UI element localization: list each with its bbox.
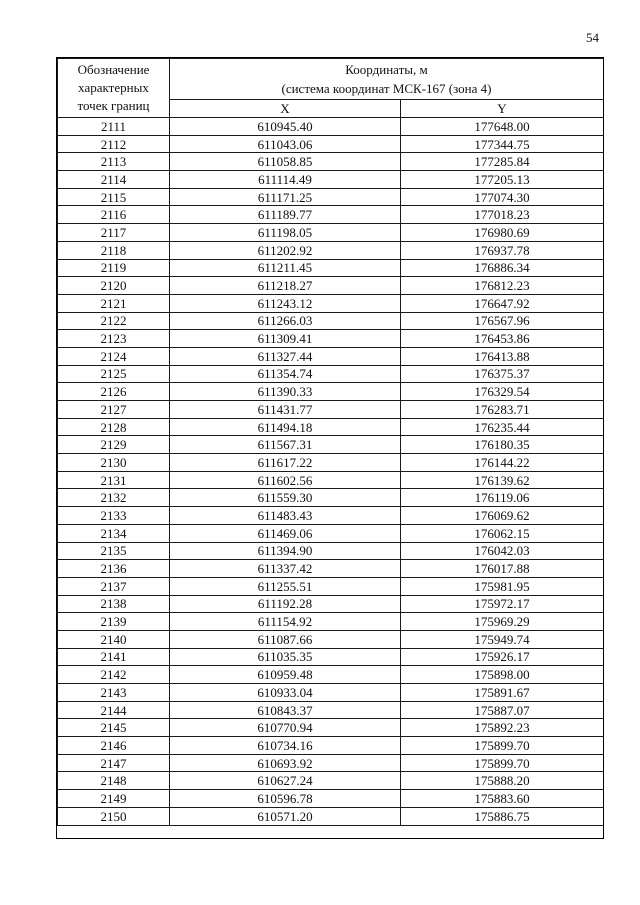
x-coordinate-cell: 611567.31 [170,436,401,454]
coordinates-title: Координаты, м [345,62,428,77]
x-coordinate-cell: 611192.28 [170,595,401,613]
y-coordinate-cell: 176413.88 [401,347,604,365]
table-row [58,365,604,383]
table-row [58,737,604,755]
page-number: 54 [586,30,599,45]
y-coordinate-cell: 177285.84 [401,153,604,171]
table-row [58,613,604,631]
point-id-cell: 2120 [58,277,170,295]
coordinates-table [57,58,604,826]
point-id-cell: 2114 [58,171,170,189]
table-body [58,118,604,826]
y-coordinate-cell: 176235.44 [401,418,604,436]
x-coordinate-cell: 610596.78 [170,790,401,808]
point-id-cell: 2111 [58,118,170,136]
y-coordinate-cell: 176069.62 [401,507,604,525]
table-row [58,418,604,436]
point-id-cell: 2127 [58,401,170,419]
y-coordinate-cell: 176980.69 [401,224,604,242]
y-coordinate-cell: 175883.60 [401,790,604,808]
x-column-header: X [170,100,401,118]
x-coordinate-cell: 610959.48 [170,666,401,684]
point-id-cell: 2115 [58,188,170,206]
y-coordinate-cell: 176062.15 [401,524,604,542]
table-row [58,560,604,578]
point-id-cell: 2148 [58,772,170,790]
x-coordinate-cell: 611218.27 [170,277,401,295]
table-row [58,489,604,507]
y-coordinate-cell: 175972.17 [401,595,604,613]
table-row [58,684,604,702]
table-row [58,171,604,189]
y-coordinate-cell: 175888.20 [401,772,604,790]
y-coordinate-cell: 175891.67 [401,684,604,702]
point-id-cell: 2137 [58,577,170,595]
coordinates-header [170,59,604,100]
point-id-header-line: Обозначение [77,62,150,77]
point-id-cell: 2142 [58,666,170,684]
table-row [58,524,604,542]
y-coordinate-cell: 175886.75 [401,807,604,825]
y-column-header: Y [401,100,604,118]
table-row [58,312,604,330]
y-coordinate-cell: 176329.54 [401,383,604,401]
x-coordinate-cell: 611617.22 [170,454,401,472]
point-id-cell: 2128 [58,418,170,436]
x-coordinate-cell: 611058.85 [170,153,401,171]
x-coordinate-cell: 610945.40 [170,118,401,136]
table-row [58,666,604,684]
table-row [58,630,604,648]
x-coordinate-cell: 611154.92 [170,613,401,631]
point-id-cell: 2134 [58,524,170,542]
x-coordinate-cell: 611198.05 [170,224,401,242]
table-row [58,383,604,401]
point-id-header-line: точек границ [77,98,150,113]
point-id-cell: 2121 [58,294,170,312]
x-coordinate-cell: 611043.06 [170,135,401,153]
x-coordinate-cell: 610571.20 [170,807,401,825]
y-coordinate-cell: 175981.95 [401,577,604,595]
x-coordinate-cell: 611559.30 [170,489,401,507]
x-coordinate-cell: 611602.56 [170,471,401,489]
point-id-cell: 2116 [58,206,170,224]
y-coordinate-cell: 176375.37 [401,365,604,383]
x-coordinate-cell: 611309.41 [170,330,401,348]
table-row [58,790,604,808]
y-coordinate-cell: 176283.71 [401,401,604,419]
x-coordinate-cell: 611087.66 [170,630,401,648]
x-coordinate-cell: 611327.44 [170,347,401,365]
point-id-cell: 2146 [58,737,170,755]
point-id-cell: 2147 [58,754,170,772]
x-coordinate-cell: 610627.24 [170,772,401,790]
table-row [58,153,604,171]
point-id-cell: 2143 [58,684,170,702]
point-id-cell: 2131 [58,471,170,489]
y-coordinate-cell: 176812.23 [401,277,604,295]
point-id-cell: 2150 [58,807,170,825]
y-coordinate-cell: 176017.88 [401,560,604,578]
x-coordinate-cell: 611483.43 [170,507,401,525]
x-coordinate-cell: 610734.16 [170,737,401,755]
point-id-cell: 2129 [58,436,170,454]
table-row [58,701,604,719]
table-row [58,436,604,454]
y-coordinate-cell: 177344.75 [401,135,604,153]
point-id-cell: 2123 [58,330,170,348]
point-id-cell: 2140 [58,630,170,648]
table-row [58,542,604,560]
y-coordinate-cell: 176042.03 [401,542,604,560]
coordinate-system: (система координат МСК-167 (зона 4) [281,81,492,96]
table-row [58,206,604,224]
x-coordinate-cell: 610933.04 [170,684,401,702]
point-id-cell: 2135 [58,542,170,560]
y-coordinate-cell: 176180.35 [401,436,604,454]
y-coordinate-cell: 176119.06 [401,489,604,507]
y-coordinate-cell: 176139.62 [401,471,604,489]
x-coordinate-cell: 611494.18 [170,418,401,436]
point-id-cell: 2117 [58,224,170,242]
point-id-cell: 2141 [58,648,170,666]
point-id-header-line: характерных [78,80,149,95]
y-coordinate-cell: 175892.23 [401,719,604,737]
point-id-cell: 2125 [58,365,170,383]
point-id-cell: 2132 [58,489,170,507]
x-coordinate-cell: 610693.92 [170,754,401,772]
table-row [58,135,604,153]
point-id-cell: 2126 [58,383,170,401]
y-coordinate-cell: 177205.13 [401,171,604,189]
point-id-cell: 2133 [58,507,170,525]
y-coordinate-cell: 175899.70 [401,737,604,755]
point-id-cell: 2118 [58,241,170,259]
y-coordinate-cell: 175898.00 [401,666,604,684]
y-coordinate-cell: 177074.30 [401,188,604,206]
point-id-cell: 2149 [58,790,170,808]
y-coordinate-cell: 175887.07 [401,701,604,719]
point-id-cell: 2119 [58,259,170,277]
x-coordinate-cell: 611171.25 [170,188,401,206]
y-coordinate-cell: 176567.96 [401,312,604,330]
x-coordinate-cell: 611243.12 [170,294,401,312]
y-coordinate-cell: 175949.74 [401,630,604,648]
table-row [58,595,604,613]
point-id-cell: 2124 [58,347,170,365]
table-row [58,188,604,206]
x-coordinate-cell: 611469.06 [170,524,401,542]
table-row [58,277,604,295]
point-id-cell: 2144 [58,701,170,719]
table-row [58,224,604,242]
x-coordinate-cell: 611114.49 [170,171,401,189]
x-coordinate-cell: 611202.92 [170,241,401,259]
x-coordinate-cell: 611390.33 [170,383,401,401]
x-coordinate-cell: 611211.45 [170,259,401,277]
x-coordinate-cell: 611431.77 [170,401,401,419]
table-row [58,259,604,277]
table-row [58,772,604,790]
x-coordinate-cell: 610770.94 [170,719,401,737]
x-coordinate-cell: 611337.42 [170,560,401,578]
y-coordinate-cell: 176144.22 [401,454,604,472]
x-coordinate-cell: 611189.77 [170,206,401,224]
x-coordinate-cell: 611354.74 [170,365,401,383]
y-coordinate-cell: 177648.00 [401,118,604,136]
table-header [58,59,604,118]
y-coordinate-cell: 176647.92 [401,294,604,312]
x-coordinate-cell: 611035.35 [170,648,401,666]
table-row [58,294,604,312]
table-row [58,719,604,737]
point-id-cell: 2139 [58,613,170,631]
point-id-cell: 2136 [58,560,170,578]
point-id-cell: 2112 [58,135,170,153]
point-id-cell: 2145 [58,719,170,737]
table-row [58,577,604,595]
point-id-cell: 2130 [58,454,170,472]
table-row [58,471,604,489]
table-row [58,241,604,259]
y-coordinate-cell: 176453.86 [401,330,604,348]
y-coordinate-cell: 176937.78 [401,241,604,259]
table-row [58,347,604,365]
table-row [58,401,604,419]
x-coordinate-cell: 611255.51 [170,577,401,595]
table-row [58,330,604,348]
point-id-cell: 2113 [58,153,170,171]
point-id-cell: 2122 [58,312,170,330]
y-coordinate-cell: 175926.17 [401,648,604,666]
y-coordinate-cell: 175969.29 [401,613,604,631]
x-coordinate-cell: 611266.03 [170,312,401,330]
y-coordinate-cell: 177018.23 [401,206,604,224]
table-row [58,454,604,472]
table-row [58,807,604,825]
x-coordinate-cell: 611394.90 [170,542,401,560]
table-row [58,648,604,666]
table-row [58,507,604,525]
x-coordinate-cell: 610843.37 [170,701,401,719]
point-id-header [58,59,170,118]
y-coordinate-cell: 176886.34 [401,259,604,277]
table-row [58,754,604,772]
y-coordinate-cell: 175899.70 [401,754,604,772]
point-id-cell: 2138 [58,595,170,613]
table-row [58,118,604,136]
